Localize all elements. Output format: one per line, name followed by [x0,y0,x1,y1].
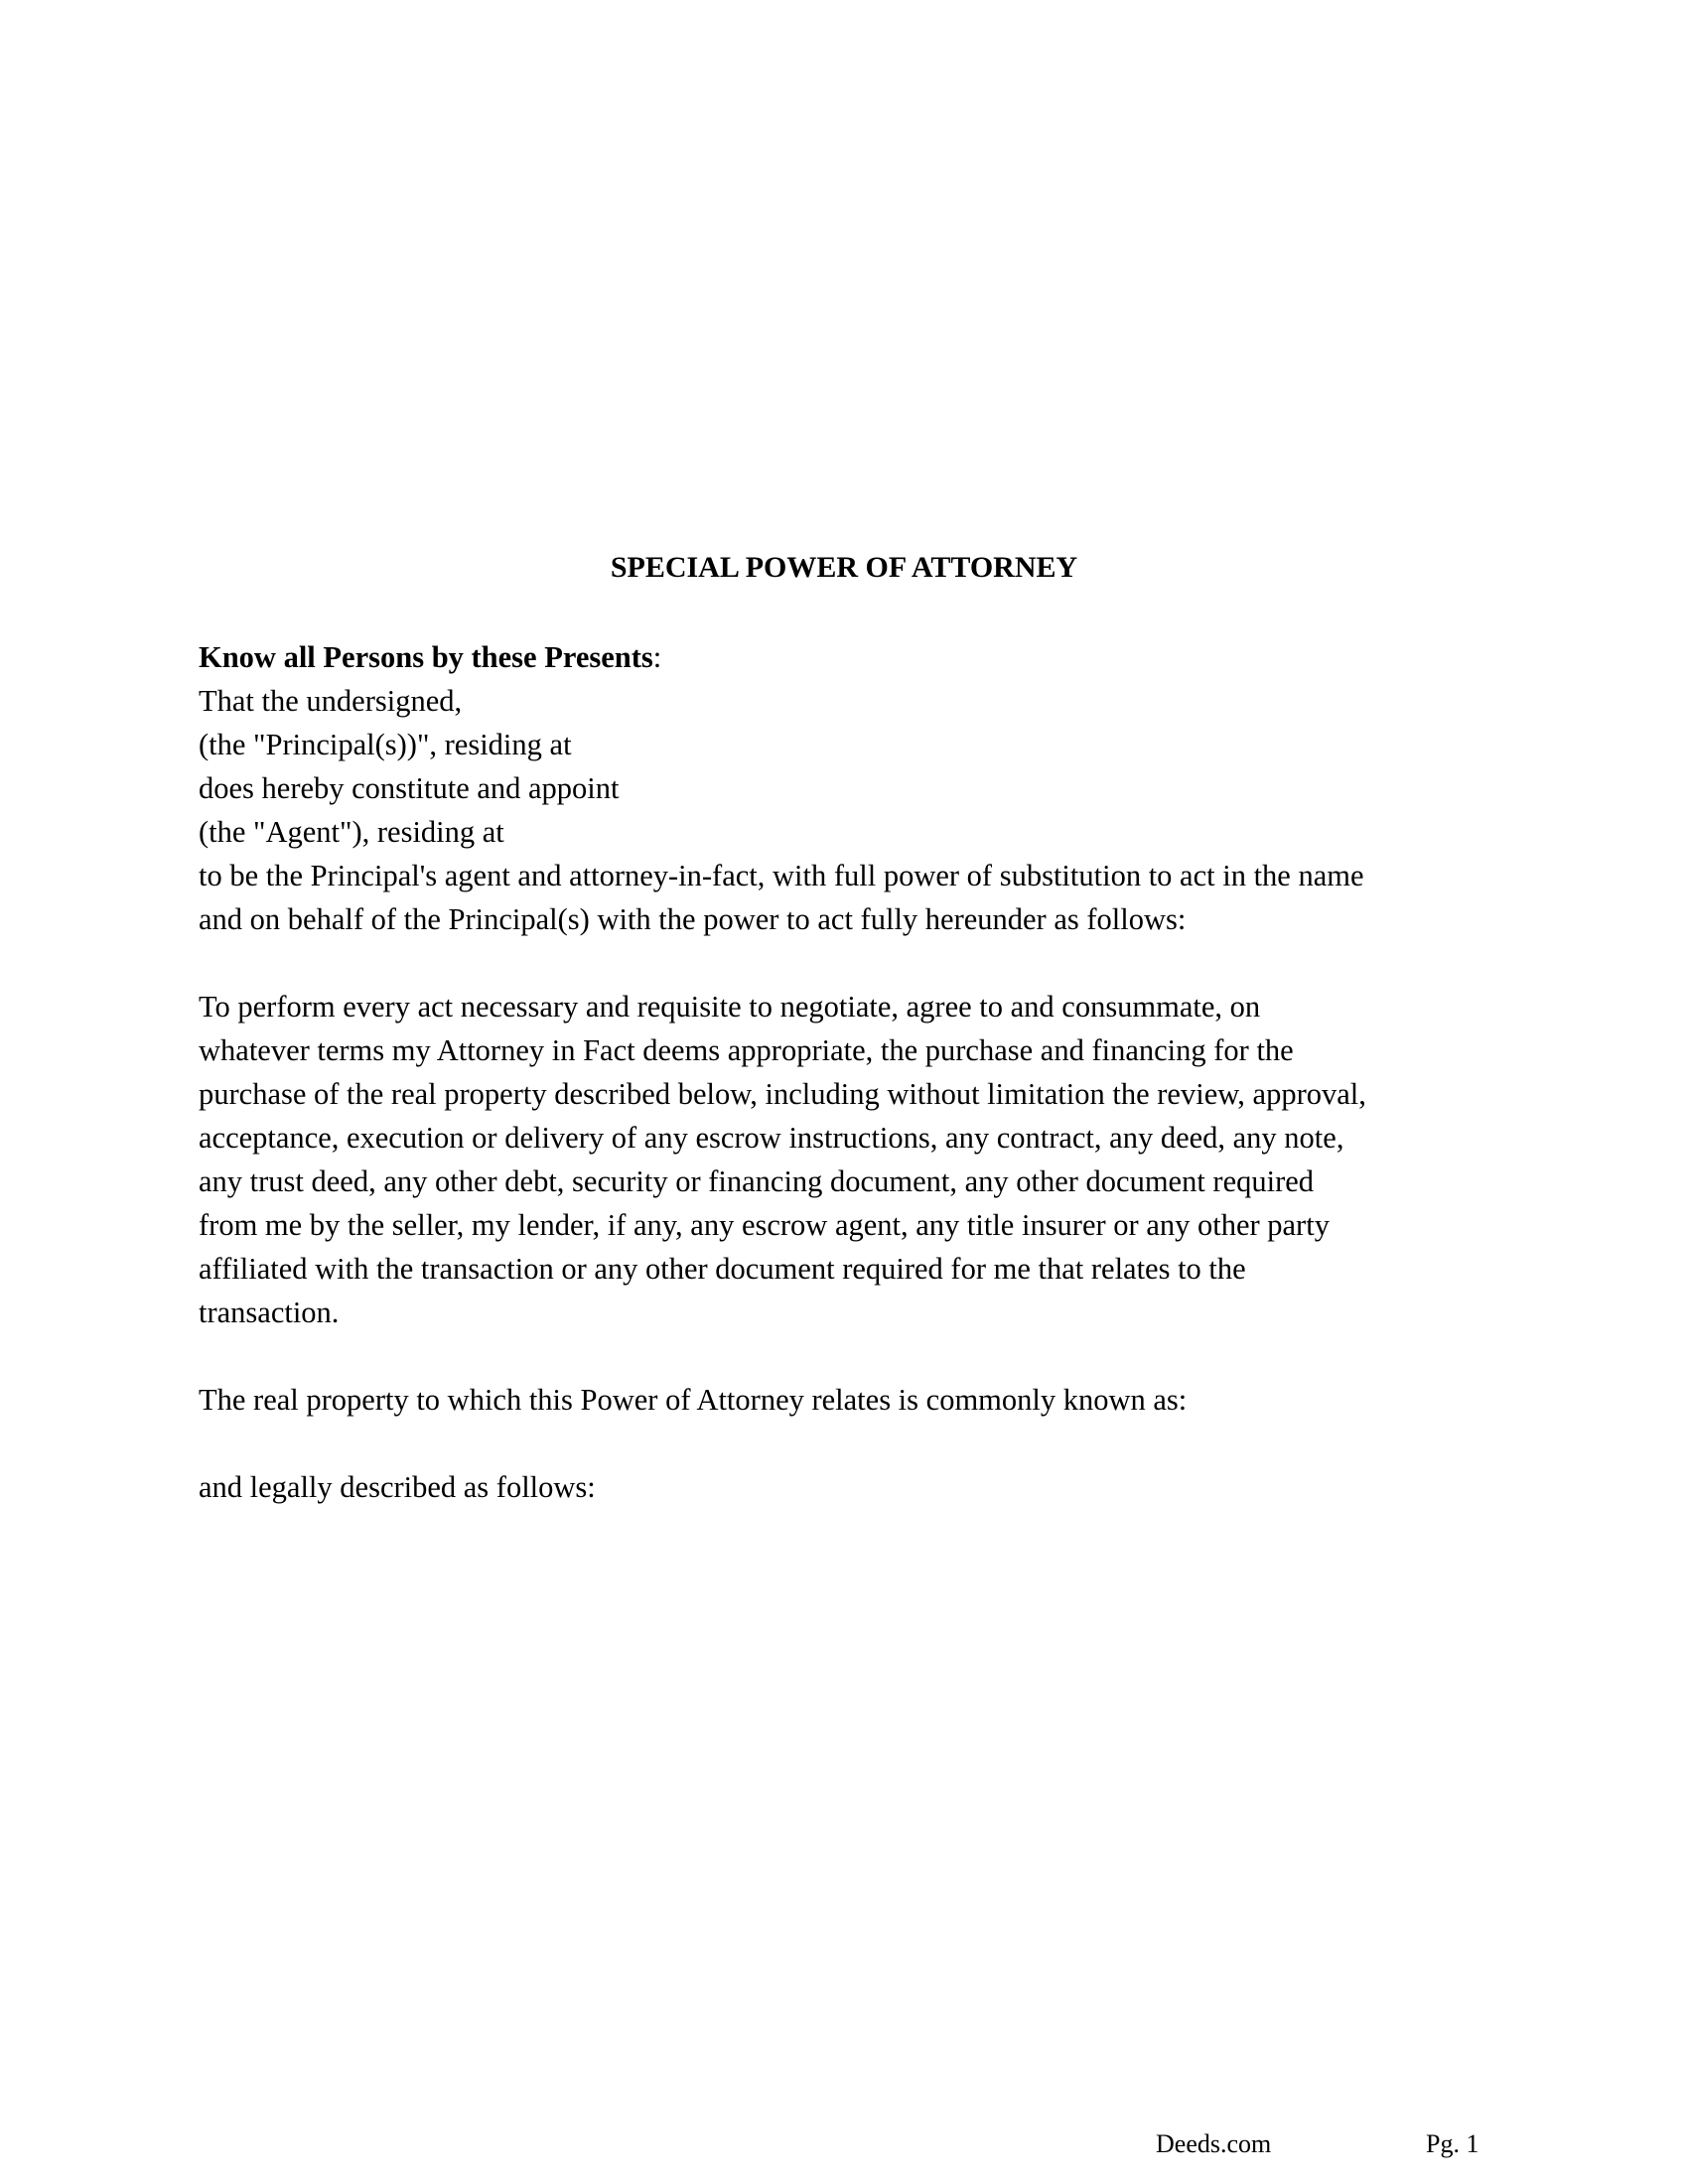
powers-line: transaction. [199,1296,340,1329]
powers-line: purchase of the real property described below, including without limitation the review, approval, [199,1077,1366,1111]
powers-line: whatever terms my Attorney in Fact deems appropriate, the purchase and financing for the [199,1033,1294,1067]
intro-heading-line [199,635,1489,679]
intro-line: does hereby constitute and appoint [199,771,620,805]
powers-line: acceptance, execution or delivery of any escrow instructions, any contract, any deed, any note, [199,1121,1344,1155]
footer-site-name: Deeds.com [1156,2129,1272,2158]
powers-line: To perform every act necessary and requisite to negotiate, agree to and consummate, on [199,990,1261,1024]
paragraph-spacer [199,1422,1489,1465]
intro-line: That the undersigned, [199,684,463,718]
intro-line: to be the Principal's agent and attorney-in-fact, with full power of substitution to act in the name [199,859,1364,892]
footer-page-number: Pg. 1 [1426,2129,1479,2158]
paragraph-spacer [199,1334,1489,1378]
intro-heading-colon: : [652,640,662,674]
powers-line: any trust deed, any other debt, security or financing document, any other document required [199,1164,1315,1198]
intro-line: and on behalf of the Principal(s) with the power to act fully hereunder as follows: [199,902,1187,936]
paragraph-spacer [199,941,1489,985]
property-line: The real property to which this Power of Attorney relates is commonly known as: [199,1383,1188,1417]
intro-heading: Know all Persons by these Presents [199,640,653,674]
document-body [199,635,1489,1509]
intro-line: (the "Principal(s))", residing at [199,728,572,761]
powers-line: from me by the seller, my lender, if any, any escrow agent, any title insurer or any other party [199,1208,1330,1242]
document-title: SPECIAL POWER OF ATTORNEY [610,551,1078,584]
legal-description-line: and legally described as follows: [199,1470,596,1504]
intro-line: (the "Agent"), residing at [199,815,504,849]
powers-line: affiliated with the transaction or any other document required for me that relates to the [199,1252,1246,1286]
